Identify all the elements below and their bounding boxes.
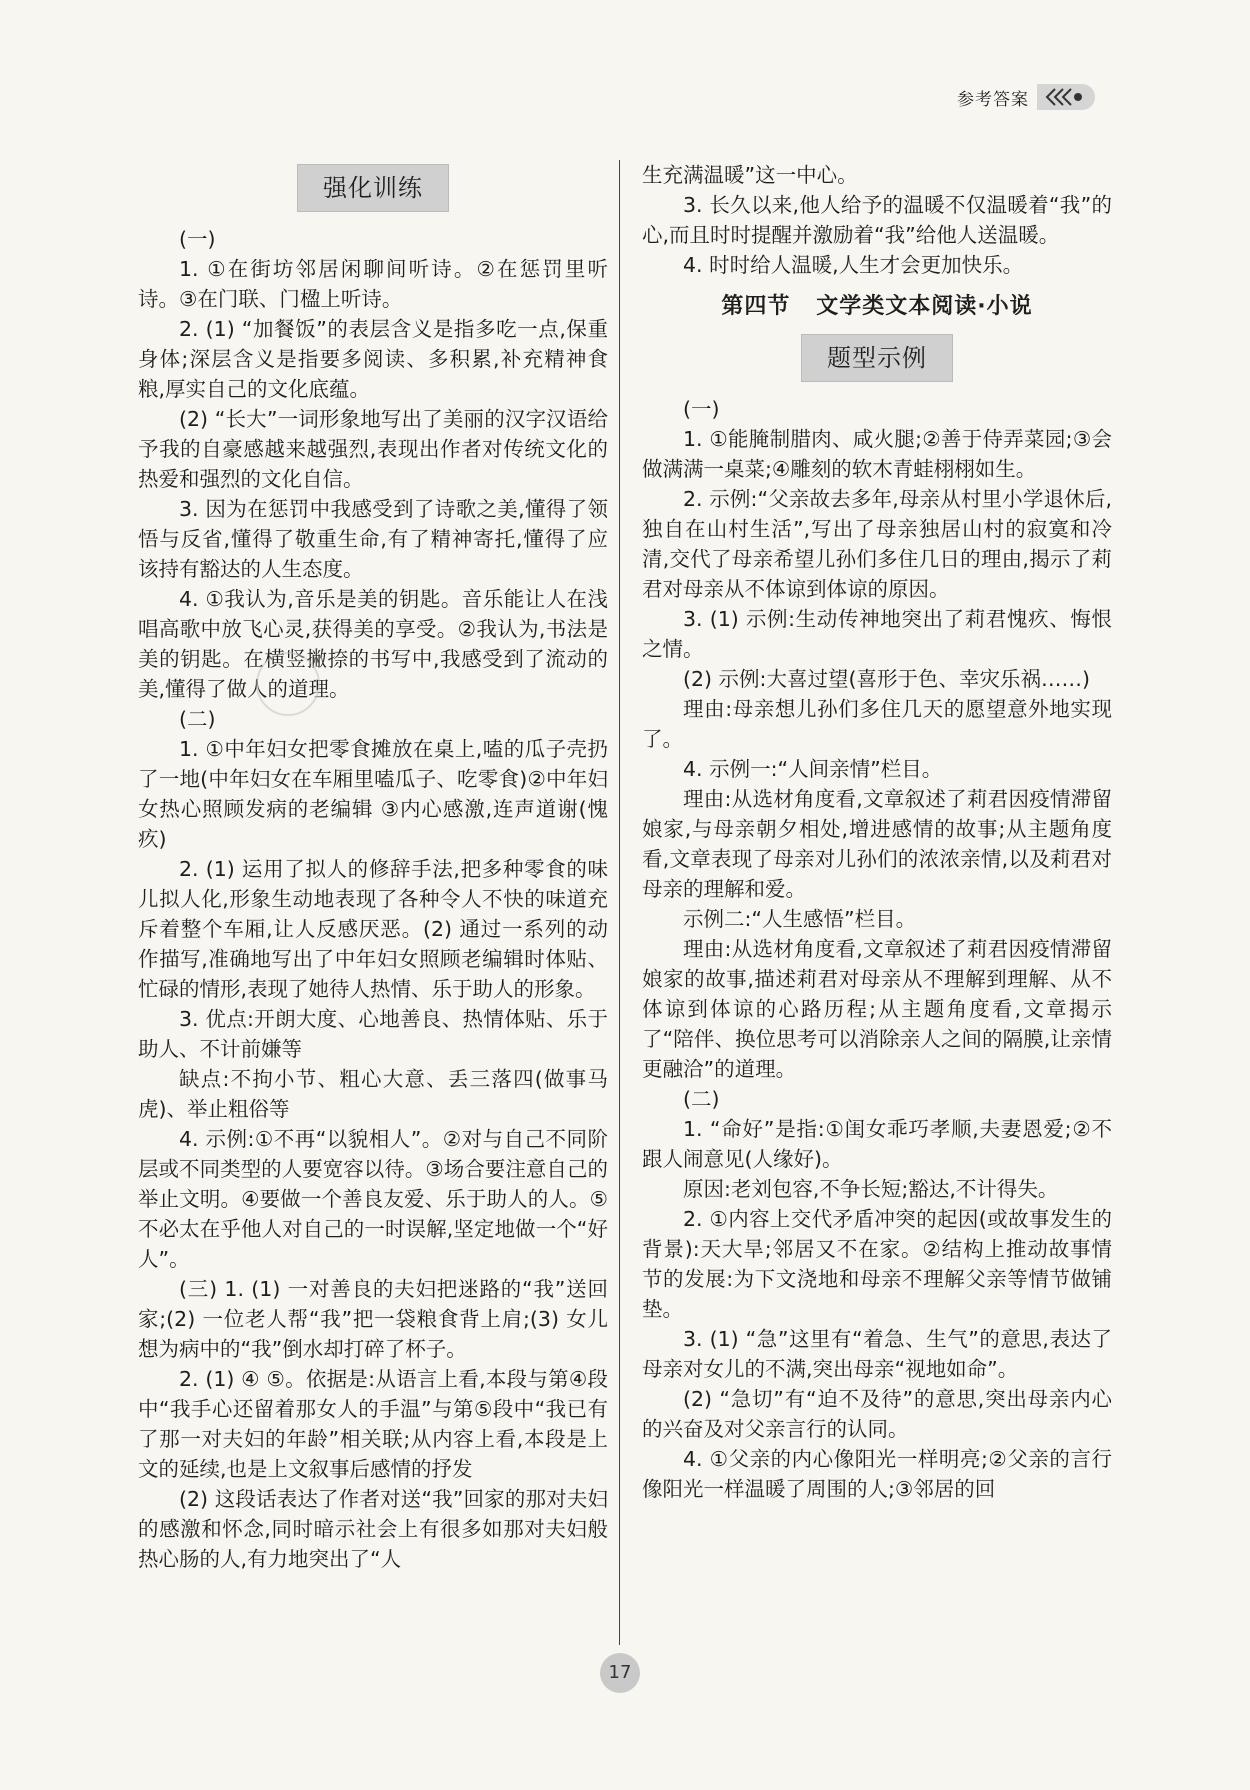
section-heading: 第四节 文学类文本阅读·小说 — [721, 294, 1033, 319]
section-box-title: 题型示例 — [801, 334, 953, 382]
paragraph: 1. “命好”是指:①闺女乖巧孝顺,夫妻恩爱;②不跟人闹意见(人缘好)。 — [642, 1117, 1112, 1171]
watermark-stamp-icon — [256, 652, 320, 716]
paragraph: 2. (1) “加餐饭”的表层含义是指多吃一点,保重身体;深层含义是指要多阅读、多积累,补充精神食粮,厚实自己的文化底蕴。 — [138, 317, 608, 401]
paragraph: (二) — [179, 707, 216, 731]
section-box-title: 强化训练 — [297, 164, 449, 212]
paragraph: 4. 示例:①不再“以貌相人”。②对与自己不同阶层或不同类型的人要宽容以待。③场合要注意自己的举止文明。④要做一个善良友爱、乐于助人的人。⑤不必太在乎他人对自己的一时误解,坚定地做一个“好人”。 — [138, 1127, 608, 1271]
paragraph: 1. ①中年妇女把零食摊放在桌上,嗑的瓜子壳扔了一地(中年妇女在车厢里嗑瓜子、吃零食)②中年妇女热心照顾发病的老编辑 ③内心感激,连声道谢(愧疚) — [138, 737, 608, 851]
paragraph: 3. (1) “急”这里有“着急、生气”的意思,表达了母亲对女儿的不满,突出母亲“视地如命”。 — [642, 1327, 1112, 1381]
paragraph: 4. 示例一:“人间亲情”栏目。 — [683, 757, 943, 781]
paragraph: 2. ①内容上交代矛盾冲突的起因(或故事发生的背景):天大旱;邻居又不在家。②结构上推动故事情节的发展:为下文浇地和母亲不理解父亲等情节做铺垫。 — [642, 1207, 1112, 1321]
paragraph: 3. 因为在惩罚中我感受到了诗歌之美,懂得了领悟与反省,懂得了敬重生命,有了精神寄托,懂得了应该持有豁达的人生态度。 — [138, 497, 608, 581]
paragraph: 4. 时时给人温暖,人生才会更加快乐。 — [683, 253, 1024, 277]
column-divider — [619, 160, 620, 1645]
paragraph: 1. ①能腌制腊肉、咸火腿;②善于侍弄菜园;③会做满满一桌菜;④雕刻的软木青蛙栩栩如生。 — [642, 427, 1112, 481]
header-label: 参考答案 — [957, 89, 1029, 110]
paragraph: 3. (1) 示例:生动传神地突出了莉君愧疚、悔恨之情。 — [642, 607, 1112, 661]
paragraph: (2) “急切”有“迫不及待”的意思,突出母亲内心的兴奋及对父亲言行的认同。 — [642, 1387, 1112, 1441]
paragraph: 4. ①我认为,音乐是美的钥匙。音乐能让人在浅唱高歌中放飞心灵,获得美的享受。②我认为,书法是美的钥匙。在横竖撇捺的书写中,我感受到了流动的美,懂得了做人的道理。 — [138, 587, 608, 701]
paragraph: (一) — [683, 397, 720, 421]
page-header — [957, 84, 1095, 110]
paragraph: (2) “长大”一词形象地写出了美丽的汉字汉语给予我的自豪感越来越强烈,表现出作者对传统文化的热爱和强烈的文化自信。 — [138, 407, 608, 491]
paragraph: (二) — [683, 1087, 720, 1111]
left-column — [138, 160, 608, 1574]
paragraph: 理由:从选材角度看,文章叙述了莉君因疫情滞留娘家的故事,描述莉君对母亲从不理解到理解、从不体谅到体谅的心路历程;从主题角度看,文章揭示了“陪伴、换位思考可以消除亲人之间的隔膜,让亲情更融洽”的道理。 — [642, 937, 1112, 1081]
paragraph: (2) 这段话表达了作者对送“我”回家的那对夫妇的感激和怀念,同时暗示社会上有很多如那对夫妇般热心肠的人,有力地突出了“人 — [138, 1487, 608, 1571]
paragraph: 理由:从选材角度看,文章叙述了莉君因疫情滞留娘家,与母亲朝夕相处,增进感情的故事;从主题角度看,文章表现了母亲对儿孙们的浓浓亲情,以及莉君对母亲的理解和爱。 — [642, 787, 1112, 901]
paragraph: 2. (1) ④ ⑤。依据是:从语言上看,本段与第④段中“我手心还留着那女人的手温”与第⑤段中“我已有了那一对夫妇的年龄”相关联;从内容上看,本段是上文的延续,也是上文叙事后感情的抒发 — [138, 1367, 608, 1481]
paragraph: 缺点:不拘小节、粗心大意、丢三落四(做事马虎)、举止粗俗等 — [138, 1067, 608, 1121]
paragraph: (三) 1. (1) 一对善良的夫妇把迷路的“我”送回家;(2) 一位老人帮“我”把一袋粮食背上肩;(3) 女儿想为病中的“我”倒水却打碎了杯子。 — [138, 1277, 608, 1361]
paragraph: 理由:母亲想儿孙们多住几天的愿望意外地实现了。 — [642, 697, 1112, 751]
paragraph: 2. 示例:“父亲故去多年,母亲从村里小学退休后,独自在山村生活”,写出了母亲独居山村的寂寞和冷清,交代了母亲希望儿孙们多住几日的理由,揭示了莉君对母亲从不体谅到体谅的原因。 — [642, 487, 1112, 601]
chevrons-left-icon — [1037, 84, 1095, 110]
paragraph: 1. ①在街坊邻居闲聊间听诗。②在惩罚里听诗。③在门联、门楹上听诗。 — [138, 257, 608, 311]
paragraph: 2. (1) 运用了拟人的修辞手法,把多种零食的味儿拟人化,形象生动地表现了各种令人不快的味道充斥着整个车厢,让人反感厌恶。(2) 通过一系列的动作描写,准确地写出了中年妇女照顾老编辑时体贴、忙碌的情形,表现了她待人热情、乐于助人的形象。 — [138, 857, 608, 1001]
paragraph: 4. ①父亲的内心像阳光一样明亮;②父亲的言行像阳光一样温暖了周围的人;③邻居的回 — [642, 1447, 1112, 1501]
paragraph: 原因:老刘包容,不争长短;豁达,不计得失。 — [683, 1177, 1059, 1201]
paragraph: (一) — [179, 227, 216, 251]
paragraph: 生充满温暖”这一中心。 — [642, 163, 858, 187]
paragraph: (2) 示例:大喜过望(喜形于色、幸灾乐祸……) — [683, 667, 1090, 691]
paragraph: 3. 长久以来,他人给予的温暖不仅温暖着“我”的心,而且时时提醒并激励着“我”给他人送温暖。 — [642, 193, 1112, 247]
paragraph: 示例二:“人生感悟”栏目。 — [683, 907, 917, 931]
paragraph: 3. 优点:开朗大度、心地善良、热情体贴、乐于助人、不计前嫌等 — [138, 1007, 608, 1061]
right-column — [642, 160, 1112, 1504]
page-number: 17 — [600, 1653, 640, 1693]
